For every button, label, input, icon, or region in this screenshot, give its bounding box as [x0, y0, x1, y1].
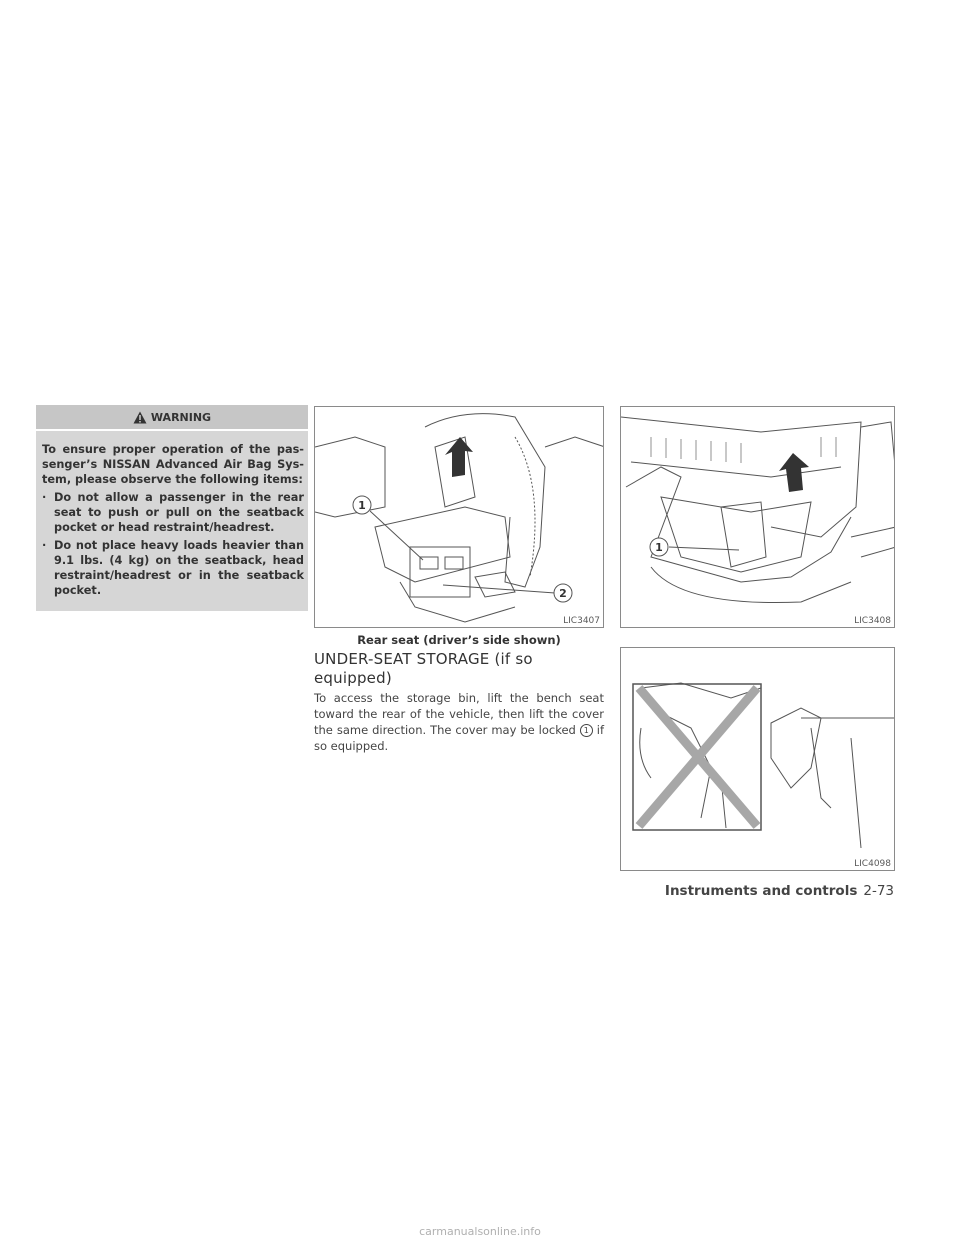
bullet-dot: ·: [42, 491, 47, 504]
section-body: [314, 690, 604, 754]
section-body-text: To access the storage bin, lift the bench seat toward the rear of the vehicle, then lift the cover the same direction. The cover may be locked: [314, 691, 604, 737]
warning-header: [36, 405, 308, 431]
figure-code: LIC3407: [563, 616, 600, 626]
warning-bullet-text: Do not allow a passenger in the rear seat to push or pull on the seatback pocket or head restraint/headrest.: [54, 491, 304, 534]
rear-seat-illustration: [315, 407, 604, 628]
storage-bin-illustration: [621, 407, 895, 628]
section-body-text-end: if so equipped.: [314, 723, 605, 753]
figure-code: LIC4098: [854, 859, 891, 869]
figure-do-not: [620, 647, 895, 871]
callout-1: 1: [655, 541, 663, 554]
figure-caption: Rear seat (driver’s side shown): [357, 633, 561, 647]
warning-intro: To ensure proper operation of the pas-senger’s NISSAN Advanced Air Bag Sys-tem, please observe the following items:: [42, 443, 304, 486]
callout-2: 2: [559, 587, 567, 600]
bullet-dot: ·: [42, 539, 47, 552]
warning-box: [36, 405, 308, 611]
footer-section-title: Instruments and controls: [664, 883, 858, 899]
warning-title: WARNING: [150, 410, 212, 424]
watermark: carmanualsonline.info: [419, 1225, 541, 1238]
warning-body: [36, 431, 308, 598]
callout-1: 1: [358, 499, 366, 512]
page-number: 2-73: [863, 883, 894, 899]
figure-code: LIC3408: [854, 616, 891, 626]
callout-1: 1: [580, 724, 593, 737]
warning-triangle-icon: [133, 411, 147, 424]
warning-bullet: [42, 490, 304, 535]
figure-rear-seat: [314, 406, 604, 628]
do-not-illustration: [621, 648, 895, 871]
warning-bullet: [42, 538, 304, 598]
page-footer: [665, 883, 894, 899]
warning-bullet-text: Do not place heavy loads heavier than 9.1 lbs. (4 kg) on the seatback, head restraint/headrest or in the seatback pocket.: [54, 539, 304, 597]
figure-storage-bin: [620, 406, 895, 628]
section-title: UNDER-SEAT STORAGE (if so equipped): [314, 650, 533, 687]
